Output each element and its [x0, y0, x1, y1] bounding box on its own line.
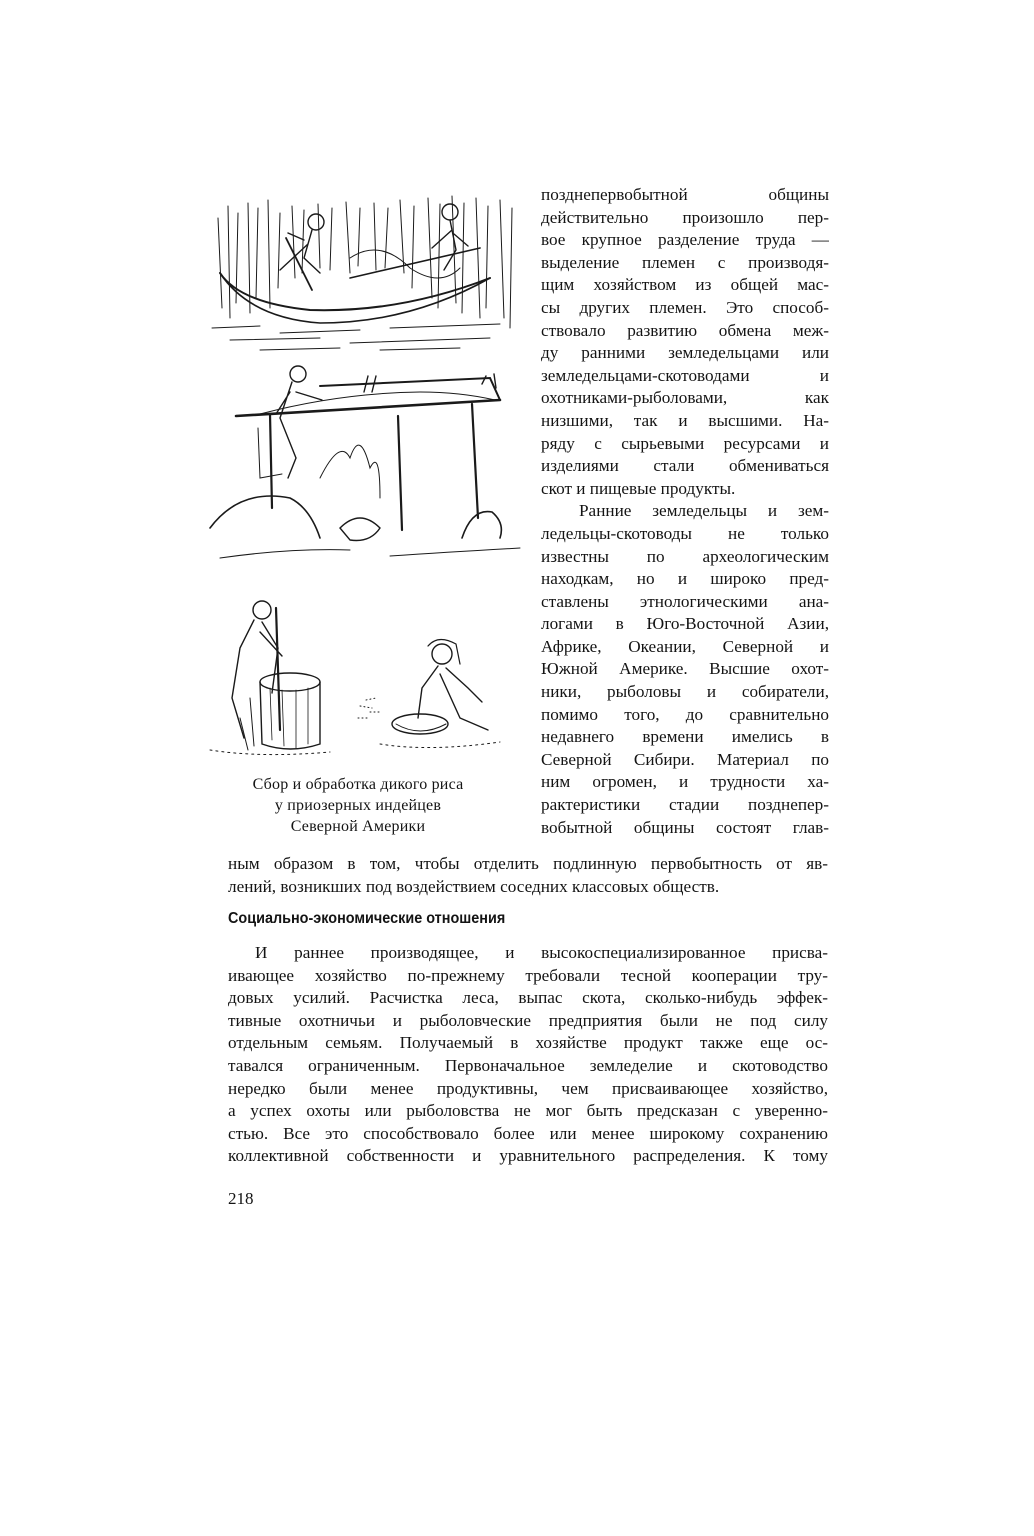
- text-line: И раннее производящее, и высокоспециализированное присва-: [255, 943, 828, 962]
- text-line: стью. Все это способствовало более или менее широкому сохранению: [228, 1123, 828, 1143]
- text-line: Южной Америке. Высшие охот-: [541, 659, 829, 679]
- text-line: Северной Сибири. Материал по: [541, 749, 829, 769]
- text-line: недавнего времени имелись в: [541, 727, 829, 747]
- text-line: действительно произошло пер-: [541, 207, 829, 227]
- text-line: тавался ограниченным. Первоначальное земледелие и скотоводство: [228, 1055, 828, 1075]
- text-line: рактеристики стадии позднепер-: [541, 795, 829, 815]
- text-line: вое крупное разделение труда —: [541, 230, 829, 250]
- text-line: логами в Юго-Восточной Азии,: [541, 614, 829, 634]
- figure-caption: [208, 774, 508, 837]
- page-number: 218: [228, 1189, 254, 1208]
- text-line: находкам, но и широко пред-: [541, 569, 829, 589]
- section-heading: Социально-экономические отношения: [228, 910, 506, 927]
- wild-rice-harvest-illustration: [200, 178, 522, 768]
- text-line: ним огромен, и трудности ха-: [541, 772, 829, 792]
- text-line: позднепервобытной общины: [541, 185, 829, 204]
- winnowing-scene: [358, 639, 500, 747]
- text-line: Африке, Океании, Северной и: [541, 636, 829, 656]
- text-line: тивные охотничьи и рыболовческие предприятия были не под силу: [228, 1010, 828, 1030]
- text-line: изделиями стали обмениваться: [541, 456, 829, 476]
- canoe-reeds-scene: [212, 196, 512, 350]
- text-line: помимо того, до сравнительно: [541, 704, 829, 724]
- text-line: низшими, так и высшими. На-: [541, 410, 829, 430]
- text-line: ники, рыболовы и собиратели,: [541, 682, 829, 702]
- text-line: ледельцы-скотоводы не только: [541, 523, 829, 543]
- text-line: охотниками-рыболовами, как: [541, 388, 829, 408]
- text-line: лений, возникших под воздействием соседних классовых обществ.: [228, 876, 720, 896]
- caption-line: у приозерных индейцев: [274, 797, 442, 814]
- text-line: ивающее хозяйство по-прежнему требовали тесной кооперации тру-: [228, 965, 828, 985]
- text-line: а успех охоты или рыболовства не мог быть предсказан с уверенно-: [228, 1101, 828, 1121]
- caption-line: Северной Америки: [290, 818, 426, 835]
- section-body: [228, 942, 828, 1168]
- text-line: щим хозяйством из общей мас-: [541, 275, 829, 295]
- caption-line: Сбор и обработка дикого риса: [252, 776, 464, 793]
- drying-rack-scene: [210, 366, 520, 558]
- mortar-pounding-scene: [210, 601, 330, 755]
- text-line: скот и пищевые продукты.: [541, 478, 736, 498]
- text-line: отдельным семьям. Получаемый в хозяйстве продукт также еще ос-: [228, 1033, 828, 1053]
- text-line: сы других племен. Это способ-: [541, 297, 829, 317]
- paragraph-continuation: [228, 853, 828, 898]
- text-line: ду ранними земледельцами или: [541, 343, 829, 363]
- text-line: выделение племен с производя-: [541, 252, 829, 272]
- text-line: известны по археологическим: [541, 546, 829, 566]
- text-line: довых усилий. Расчистка леса, выпас скота, сколько-нибудь эффек-: [228, 988, 828, 1008]
- right-column-text: [541, 184, 829, 839]
- text-line: Ранние земледельцы и зем-: [579, 501, 829, 521]
- text-line: ным образом в том, чтобы отделить подлинную первобытность от яв-: [228, 854, 828, 873]
- text-line: нередко были менее продуктивны, чем присваивающее хозяйство,: [228, 1078, 828, 1098]
- text-line: коллективной собственности и уравнительного распределения. К тому: [228, 1146, 828, 1166]
- text-line: ряду с сырьевыми ресурсами и: [541, 433, 829, 453]
- text-line: вобытной общины состоят глав-: [541, 817, 829, 837]
- text-line: ставлены этнологическими ана-: [541, 591, 829, 611]
- text-line: ствовало развитию обмена меж-: [541, 320, 829, 340]
- text-line: земледельцами-скотоводами и: [541, 365, 829, 385]
